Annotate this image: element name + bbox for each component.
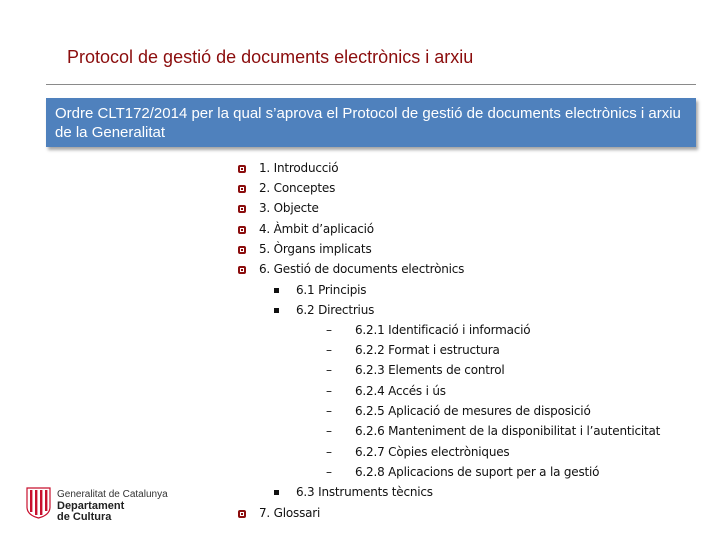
dash-bullet-icon: – xyxy=(326,465,332,479)
outline-item: 5. Òrgans implicats xyxy=(259,242,372,256)
logo-line-1: Generalitat de Catalunya xyxy=(57,489,168,500)
outline-subsubitem: 6.2.5 Aplicació de mesures de disposició xyxy=(355,404,591,418)
outline-subsubitem: 6.2.8 Aplicacions de suport per a la gestió xyxy=(355,465,600,479)
title-divider xyxy=(46,84,696,85)
catalonia-flag-icon xyxy=(26,487,51,519)
dash-bullet-icon: – xyxy=(326,323,332,337)
bullet-icon xyxy=(238,266,246,274)
bullet-icon xyxy=(238,205,246,213)
outline-item: 6. Gestió de documents electrònics xyxy=(259,262,465,276)
logo-culture: de Cultura xyxy=(57,511,112,523)
square-bullet-icon xyxy=(274,288,279,293)
outline-subitem: 6.1 Principis xyxy=(296,283,367,297)
outline-subsubitem: 6.2.4 Accés i ús xyxy=(355,384,446,398)
outline-subsubitem: 6.2.2 Format i estructura xyxy=(355,343,500,357)
bullet-icon xyxy=(238,185,246,193)
bullet-icon xyxy=(238,510,246,518)
outline-subsubitem: 6.2.6 Manteniment de la disponibilitat i l’autenticitat xyxy=(355,424,661,438)
banner-text: Ordre CLT172/2014 per la qual s’aprova el Protocol de gestió de documents electrònics i arxiu de la Generalitat xyxy=(55,105,681,141)
dash-bullet-icon: – xyxy=(326,343,332,357)
subtitle-banner xyxy=(46,98,696,147)
outline-subitem: 6.2 Directrius xyxy=(296,303,375,317)
page-title: Protocol de gestió de documents electrònics i arxiu xyxy=(67,47,474,67)
outline-item: 2. Conceptes xyxy=(259,181,336,195)
dash-bullet-icon: – xyxy=(326,424,332,438)
square-bullet-icon xyxy=(274,308,279,313)
bullet-icon xyxy=(238,165,246,173)
dash-bullet-icon: – xyxy=(326,384,332,398)
outline-subsubitem: 6.2.1 Identificació i informació xyxy=(355,323,531,337)
bullet-icon xyxy=(238,246,246,254)
logo-line-2 xyxy=(57,501,124,523)
outline-item: 4. Àmbit d’aplicació xyxy=(259,222,374,236)
outline-subsubitem: 6.2.7 Còpies electròniques xyxy=(355,445,510,459)
outline-subitem: 6.3 Instruments tècnics xyxy=(296,485,433,499)
square-bullet-icon xyxy=(274,490,279,495)
bullet-icon xyxy=(238,226,246,234)
outline-item: 7. Glossari xyxy=(259,506,321,520)
outline-subsubitem: 6.2.3 Elements de control xyxy=(355,363,505,377)
outline-item: 1. Introducció xyxy=(259,161,339,175)
dash-bullet-icon: – xyxy=(326,404,332,418)
dash-bullet-icon: – xyxy=(326,445,332,459)
dash-bullet-icon: – xyxy=(326,363,332,377)
outline-item: 3. Objecte xyxy=(259,201,319,215)
logo-department: Departament xyxy=(57,500,125,512)
